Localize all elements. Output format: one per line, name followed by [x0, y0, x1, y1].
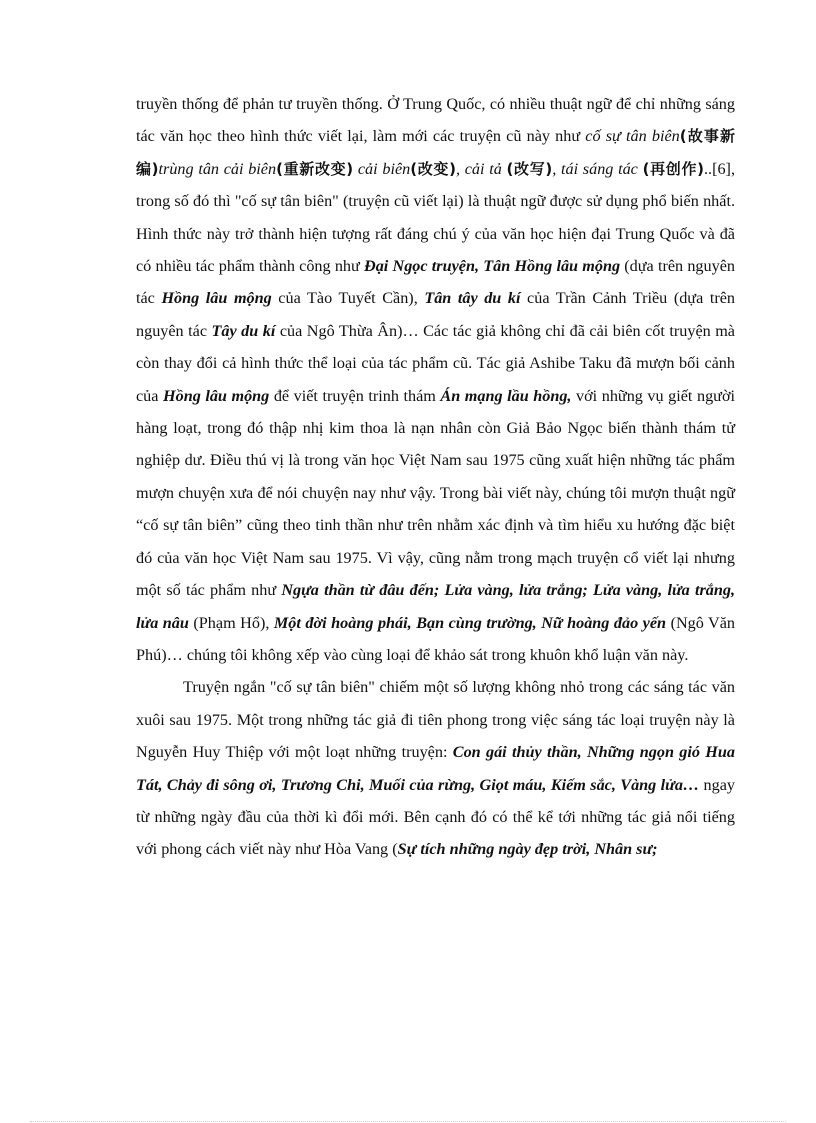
chinese-term: (改写): [506, 159, 553, 178]
chinese-term: (故事新编): [136, 127, 735, 178]
text-run: (Phạm Hổ),: [188, 613, 274, 632]
italic-term: , tái sáng tác: [552, 159, 643, 178]
body-paragraph-2: [136, 671, 735, 865]
work-title: Con gái thủy thần, Những ngọn gió Hua Tát, Chảy đi sông ơi, Trương Chi, Muối của rừng, Giọt máu, Kiếm sắc, Vàng lửa…: [136, 743, 735, 794]
text-run: ..[6], trong số đó thì "cố sự tân biên" (truyện cũ viết lại) là thuật ngữ được sử dụng phổ biến nhất. Hình thức này trở thành hiện tượng rất đáng chú ý của văn học hiện đại Trung Quốc và đã có nhiều tác phẩm thành công như: [136, 159, 735, 276]
work-title: Một đời hoàng phái, Bạn cùng trường, Nữ hoàng đảo yến: [273, 613, 667, 632]
text-run: (Ngô Văn Phú)… chúng tôi không xếp vào cùng loại để khảo sát trong khuôn khổ luận văn này.: [136, 613, 736, 664]
text-run: (dựa trên nguyên tác: [136, 257, 735, 308]
text-run: với những vụ giết người hàng loạt, trong đó thập nhị kim thoa là nạn nhân còn Giả Bảo Ngọc biến thành thám tử nghiệp dư. Điều thú vị là trong văn học Việt Nam sau 1975 cũng xuất hiện những tác phẩm mượn chuyện xưa để nói chuyện nay như vậy. Trong bài viết này, chúng tôi mượn thuật ngữ “cố sự tân biên” cũng theo tinh thần như trên nhằm xác định và tìm hiểu xu hướng đặc biệt đó của văn học Việt Nam sau 1975. Vì vậy, cũng nằm trong mạch truyện cổ viết lại nhưng một số tác phẩm như: [136, 386, 735, 600]
text-run: của Tào Tuyết Cần),: [271, 289, 425, 308]
document-page: [136, 88, 735, 866]
work-title: Hồng lâu mộng: [163, 386, 270, 405]
work-title: Án mạng lầu hồng,: [440, 386, 572, 405]
text-run: của Trần Cảnh Triều (dựa trên nguyên tác: [136, 289, 735, 340]
text-run: truyền thống để phản tư truyền thống. Ở Trung Quốc, có nhiều thuật ngữ để chỉ những sáng tác văn học theo hình thức viết lại, làm mới các truyện cũ này như: [136, 95, 735, 146]
work-title: Hồng lâu mộng: [161, 289, 272, 308]
italic-term: trùng tân cải biên: [158, 159, 277, 178]
text-run: ngay từ những ngày đầu của thời kì đổi mới. Bên cạnh đó có thể kể tới những tác giả nổi tiếng với phong cách viết này như Hòa Vang (: [136, 775, 735, 859]
work-title: Tây du kí: [211, 321, 276, 340]
italic-term: , cải tả: [455, 159, 507, 178]
chinese-term: (重新改变): [276, 159, 354, 178]
chinese-term: (改变): [410, 159, 456, 178]
body-paragraph-1: [136, 88, 735, 671]
work-title: Sự tích những ngày đẹp trời, Nhân sư;: [397, 840, 658, 859]
chinese-term: (再创作): [642, 159, 704, 178]
work-title: Đại Ngọc truyện, Tân Hồng lâu mộng: [364, 257, 621, 276]
text-run: của Ngô Thừa Ân)… Các tác giả không chỉ đã cải biên cốt truyện mà còn thay đổi cả hình thức thể loại của tác phẩm cũ. Tác giả Ashibe Taku đã mượn bối cảnh của: [136, 321, 735, 405]
text-run: để viết truyện trinh thám: [269, 386, 441, 405]
work-title: Tân tây du kí: [424, 289, 521, 308]
italic-term: cải biên: [353, 159, 411, 178]
work-title: Ngựa thần từ đâu đến; Lửa vàng, lửa trắng; Lửa vàng, lửa trắng, lửa nâu: [136, 581, 735, 632]
italic-term: cố sự tân biên: [585, 127, 680, 146]
text-run: Truyện ngắn "cố sự tân biên" chiếm một số lượng không nhỏ trong các sáng tác văn xuôi sau 1975. Một trong những tác giả đi tiên phong trong việc sáng tác loại truyện này là Nguyễn Huy Thiệp với một loạt những truyện:: [136, 678, 735, 762]
page-bottom-divider: [30, 1121, 786, 1122]
